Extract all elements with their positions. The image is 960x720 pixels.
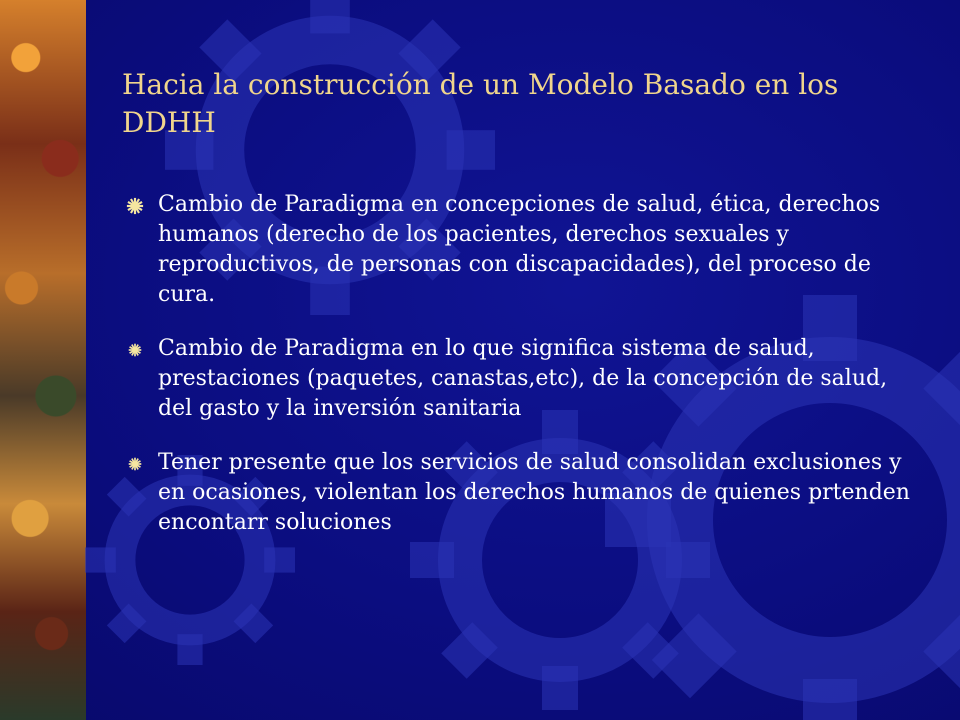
bullet-text: Cambio de Paradigma en concepciones de salud, ética, derechos humanos (derecho de los pacientes, derechos sexuales y reproductivos, de personas con discapacidades), del proceso de cura. bbox=[158, 192, 881, 307]
starburst-bullet-icon bbox=[126, 197, 144, 215]
bullet-text: Tener presente que los servicios de salud consolidan exclusiones y en ocasiones, violentan los derechos humanos de quienes prtenden encontarr soluciones bbox=[158, 450, 910, 535]
list-item bbox=[122, 190, 912, 310]
starburst-bullet-icon bbox=[128, 457, 142, 471]
bullet-list bbox=[122, 190, 912, 562]
list-item bbox=[122, 334, 912, 424]
starburst-bullet-icon bbox=[128, 343, 142, 357]
list-item bbox=[122, 448, 912, 538]
slide-title: Hacia la construcción de un Modelo Basado en los DDHH bbox=[122, 68, 839, 139]
bullet-text: Cambio de Paradigma en lo que significa sistema de salud, prestaciones (paquetes, canastas,etc), de la concepción de salud, del gasto y la inversión sanitaria bbox=[158, 336, 888, 421]
